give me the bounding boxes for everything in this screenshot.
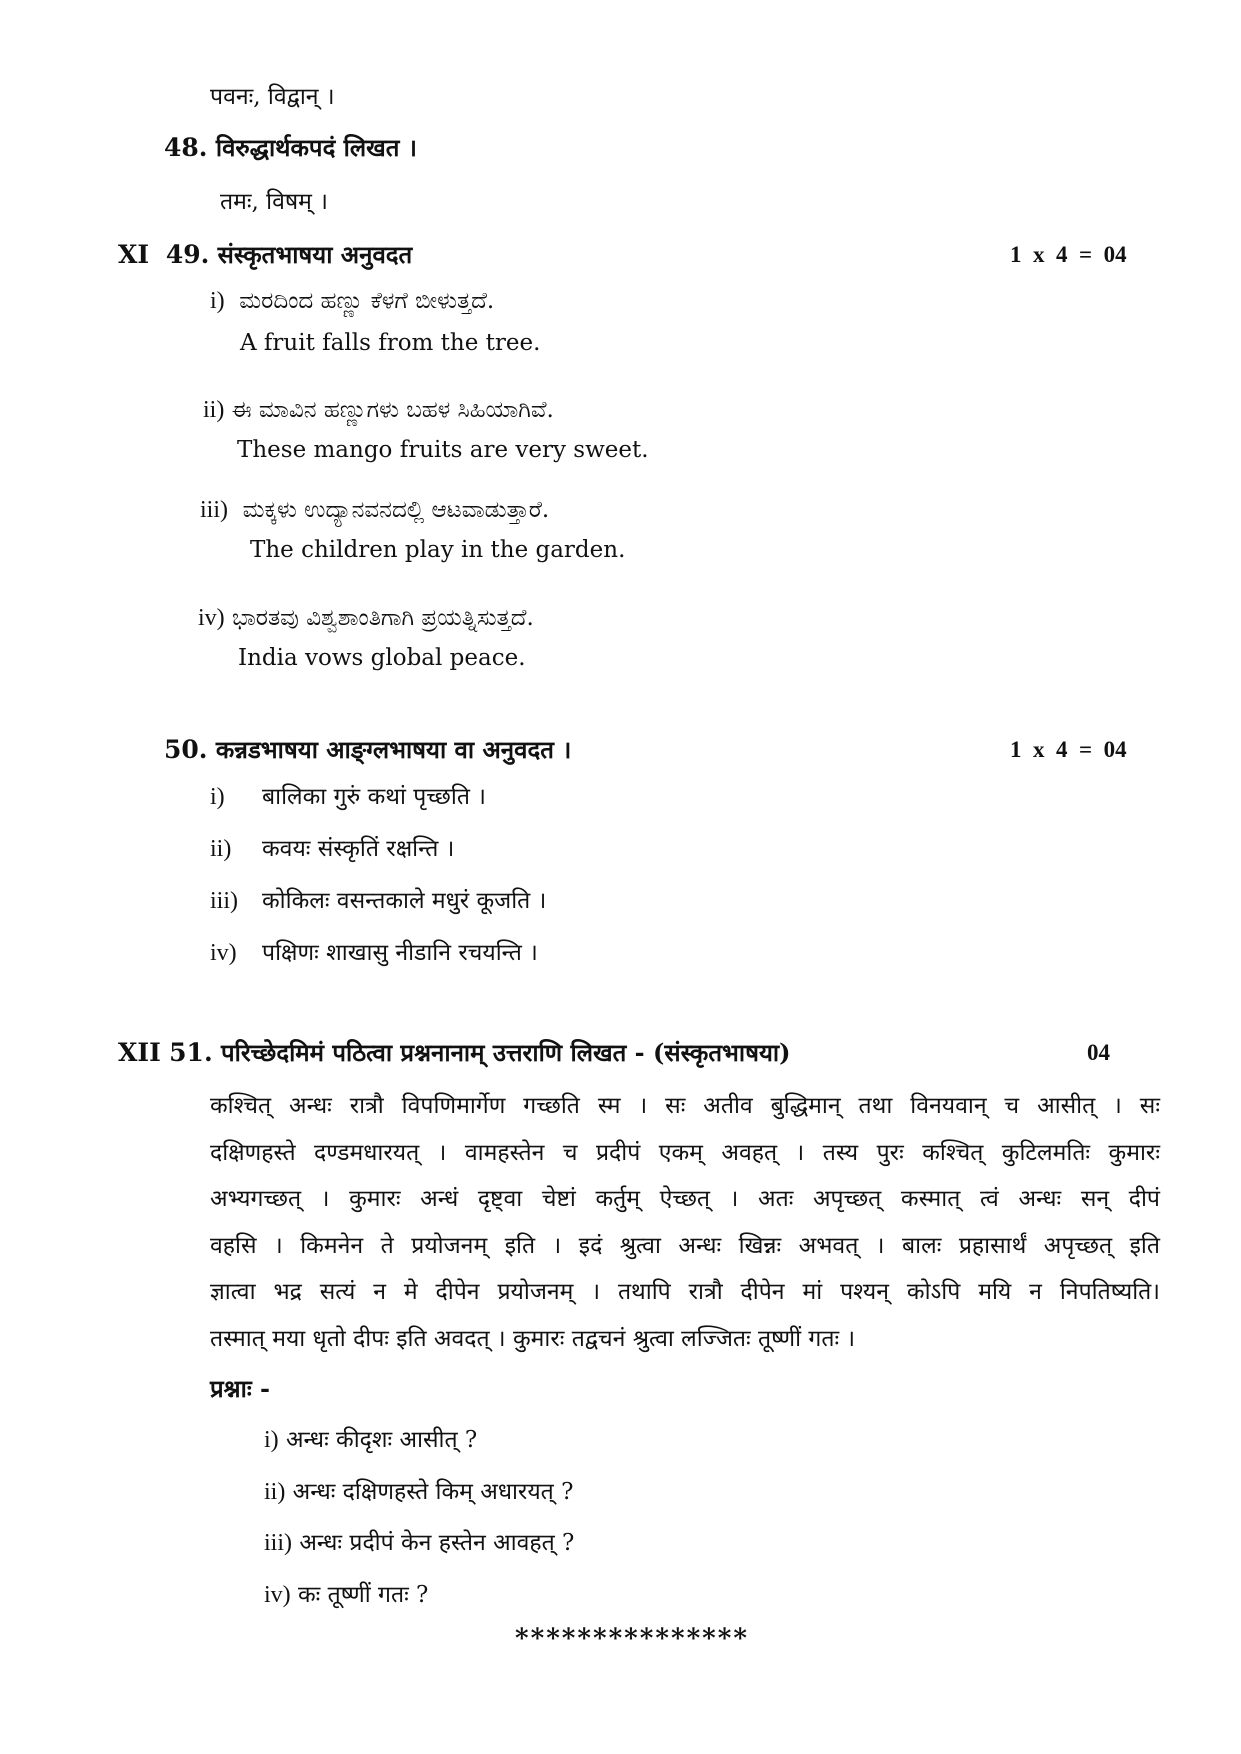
q49-item-4-english: India vows global peace. [238,645,526,671]
q48-heading [164,133,417,163]
q51-question-3: iii) अन्धः प्रदीपं केन हस्तेन आवहत् ? [264,1530,575,1556]
q48-title: विरुद्धार्थकपदं लिखत । [215,133,417,162]
q50-marks: 1 x 4 = 04 [1010,737,1127,762]
q51-marks: 04 [1087,1040,1110,1065]
section-xi-heading [118,240,412,270]
q51-question-1: i) अन्धः कीदृशः आसीत् ? [264,1427,478,1453]
q49-title: संस्कृतभाषया अनुवदत [217,240,413,269]
q51-question-4: iv) कः तूष्णीं गतः ? [264,1582,429,1608]
q50-item-4: iv) पक्षिणः शाखासु नीडानि रचयन्ति । [210,940,538,966]
q49-marks: 1 x 4 = 04 [1010,242,1127,267]
questions-label: प्रश्नाः - [210,1374,271,1403]
passage-line: तस्मात् मया धृतो दीपः इति अवदत् । कुमारः तद्वचनं श्रुत्वा लज्जितः तूष्णीं गतः । [210,1325,856,1352]
q48-number: 48. [164,133,208,162]
top-line: पवनः, विद्वान् । [210,84,335,110]
passage-line: कश्चित् अन्धः रात्रौ विपणिमार्गेण गच्छति स्म । सः अतीव बुद्धिमान् तथा विनयवान् च आसीत् । सः [210,1093,1160,1119]
q50-item-1: i) बालिका गुरुं कथां पृच्छति । [210,784,486,810]
q49-item-1-english: A fruit falls from the tree. [240,330,541,356]
q51-title: परिच्छेदमिमं पठित्वा प्रश्ननानाम् उत्तराणि लिखत - (संस्कृतभाषया) [221,1038,791,1067]
passage-line: ज्ञात्वा भद्र सत्यं न मे दीपेन प्रयोजनम् । तथापि रात्रौ दीपेन मां पश्यन् कोऽपि मयि न निपतिष्यति। [210,1279,1160,1305]
passage [210,1083,1160,1362]
q49-number: 49. [165,240,210,269]
section-xii-heading [118,1038,790,1068]
passage-line: दक्षिणहस्ते दण्डमधारयत् । वामहस्तेन च प्रदीपं एकम् अवहत् । तस्य पुरः कश्चित् कुटिलमतिः कुमारः [210,1139,1160,1166]
q50-heading [164,735,571,765]
q50-title: कन्नडभाषया आङ्ग्लभाषया वा अनुवदत । [215,735,572,764]
section-xii-label: XII [118,1038,161,1067]
q50-item-2: ii) कवयः संस्कृतिं रक्षन्ति । [210,836,455,862]
q51-number: 51. [169,1038,213,1067]
q49-item-2-kannada: ii) ಈ ಮಾವಿನ ಹಣ್ಣುಗಳು ಬಹಳ ಸಿಹಿಯಾಗಿವೆ. [203,397,554,423]
q49-item-4-kannada: iv) ಭಾರತವು ವಿಶ್ವಶಾಂತಿಗಾಗಿ ಪ್ರಯತ್ನಿಸುತ್ತದೆ. [198,605,534,631]
q49-item-3-kannada: iii) ಮಕ್ಕಳು ಉದ್ಯಾನವನದಲ್ಲಿ ಆಟವಾಡುತ್ತಾರೆ. [200,497,550,523]
q50-number: 50. [164,735,208,764]
q49-item-1-kannada: i) ಮರದಿಂದ ಹಣ್ಣು ಕೆಳಗೆ ಬೀಳುತ್ತದೆ. [210,288,495,314]
q49-item-3-english: The children play in the garden. [250,537,626,563]
end-mark: *************** [515,1624,749,1654]
q51-question-2: ii) अन्धः दक्षिणहस्ते किम् अधारयत् ? [264,1479,574,1505]
passage-line: वहसि । किमनेन ते प्रयोजनम् इति । इदं श्रुत्वा अन्धः खिन्नः अभवत् । बालः प्रहासार्थं अपृच्छत् इति [210,1232,1160,1259]
q50-item-3: iii) कोकिलः वसन्तकाले मधुरं कूजति । [210,888,547,914]
q49-item-2-english: These mango fruits are very sweet. [237,437,649,463]
section-xi-label: XI [118,240,150,269]
q48-words: तमः, विषम् । [220,189,328,215]
passage-line: अभ्यगच्छत् । कुमारः अन्धं दृष्ट्वा चेष्टां कर्तुम् ऐच्छत् । अतः अपृच्छत् कस्मात् त्वं अन्धः सन् दीपं [210,1186,1160,1212]
